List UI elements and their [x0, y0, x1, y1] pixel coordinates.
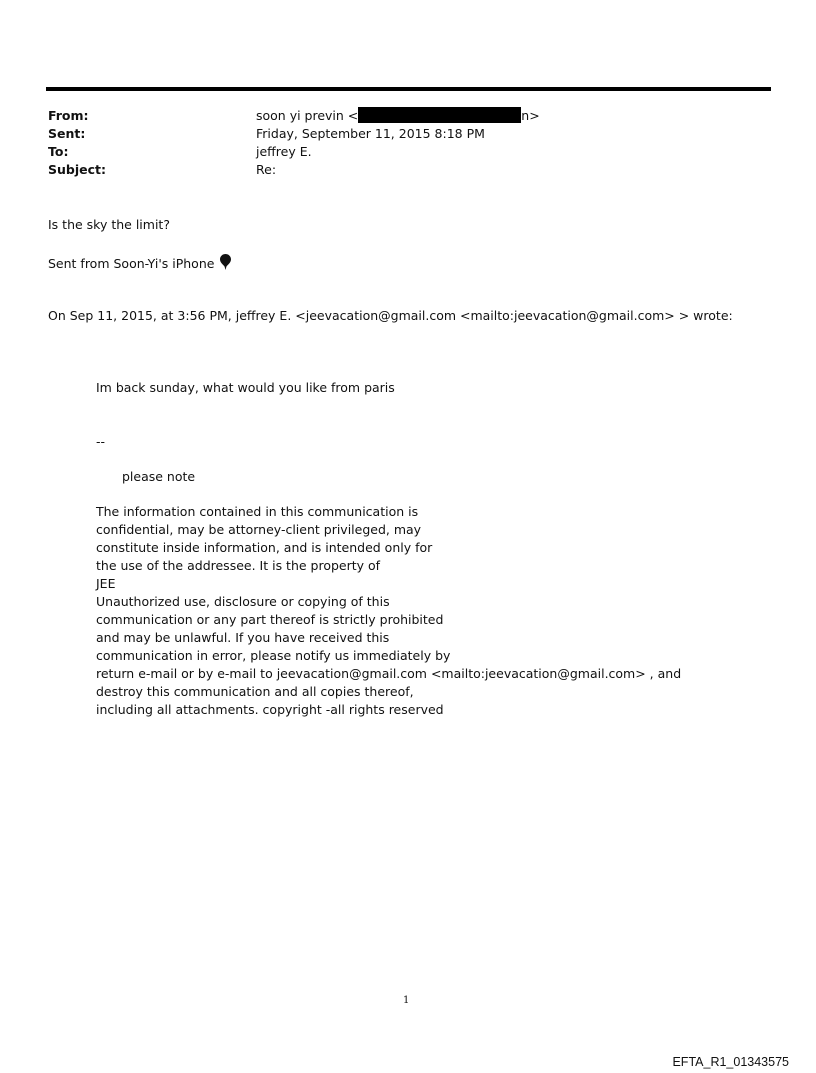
- disclaimer-line: JEE: [96, 576, 116, 591]
- sent-label: Sent:: [48, 126, 86, 141]
- page-number: 1: [403, 995, 410, 1006]
- quoted-message: Im back sunday, what would you like from paris: [96, 380, 395, 395]
- quote-header: On Sep 11, 2015, at 3:56 PM, jeffrey E. <jeevacation@gmail.com <mailto:jeevacation@gmail.com> > wrote:: [48, 308, 733, 323]
- from-name: soon yi previn <: [256, 108, 359, 123]
- disclaimer-line: return e-mail or by e-mail to jeevacation@gmail.com <mailto:jeevacation@gmail.com> , and: [96, 666, 682, 681]
- disclaimer-line: including all attachments. copyright -all rights reserved: [96, 702, 444, 717]
- disclaimer-line: confidential, may be attorney-client privileged, may: [96, 522, 422, 537]
- disclaimer-line: the use of the addressee. It is the property of: [96, 558, 381, 573]
- disclaimer-line: communication in error, please notify us immediately by: [96, 648, 451, 663]
- disclaimer-line: Unauthorized use, disclosure or copying of this: [96, 594, 390, 609]
- subject-label: Subject:: [48, 162, 106, 177]
- header-divider: [46, 87, 771, 91]
- sent-value: Friday, September 11, 2015 8:18 PM: [256, 126, 485, 141]
- signature-separator: --: [96, 434, 106, 449]
- subject-value: Re:: [256, 162, 277, 177]
- please-note: please note: [122, 469, 196, 484]
- signature-text: Sent from Soon-Yi's iPhone: [48, 256, 215, 271]
- to-label: To:: [48, 144, 69, 159]
- disclaimer-line: constitute inside information, and is intended only for: [96, 540, 433, 555]
- reply-text: Is the sky the limit?: [48, 217, 170, 232]
- disclaimer-line: and may be unlawful. If you have received this: [96, 630, 390, 645]
- disclaimer-line: The information contained in this communication is: [96, 504, 419, 519]
- bates-number: EFTA_R1_01343575: [672, 1055, 789, 1069]
- to-value: jeffrey E.: [256, 144, 312, 159]
- from-suffix: n>: [521, 108, 540, 123]
- disclaimer-line: destroy this communication and all copies thereof,: [96, 684, 414, 699]
- pin-icon: [220, 254, 231, 275]
- from-value: [256, 107, 540, 125]
- from-label: From:: [48, 108, 89, 123]
- redaction-box: [358, 107, 521, 123]
- signature: [48, 254, 231, 275]
- disclaimer: [96, 503, 681, 719]
- disclaimer-line: communication or any part thereof is strictly prohibited: [96, 612, 444, 627]
